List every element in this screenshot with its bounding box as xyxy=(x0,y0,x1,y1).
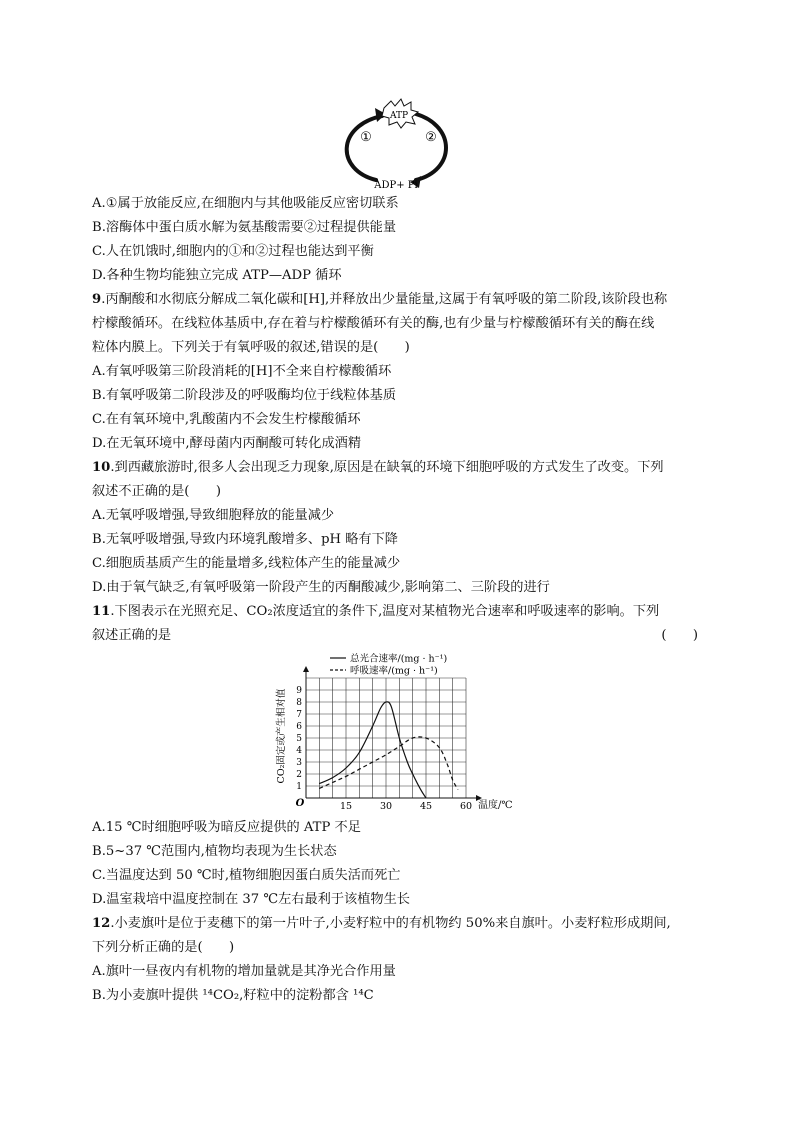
step-2-marker: ② xyxy=(425,130,437,145)
q12-option-a: A.旗叶一昼夜内有机物的增加量就是其净光合作用量 xyxy=(92,964,396,979)
q10-stem-text-1: .到西藏旅游时,很多人会出现乏力现象,原因是在缺氧的环境下细胞呼吸的方式发生了改变。下列 xyxy=(110,460,664,475)
step-1-marker: ① xyxy=(360,130,372,145)
temperature-rate-chart xyxy=(0,648,794,818)
q11-number: 11 xyxy=(92,604,111,619)
q9-number: 9 xyxy=(92,292,102,307)
q8-option-a: A.①属于放能反应,在细胞内与其他吸能反应密切联系 xyxy=(92,196,399,211)
q10-option-c: C.细胞质基质产生的能量增多,线粒体产生的能量减少 xyxy=(92,556,401,571)
q9-stem-line-3: 粒体内膜上。下列关于有氧呼吸的叙述,错误的是( ) xyxy=(92,340,410,355)
series-line-respiration xyxy=(319,737,458,790)
q8-option-d: D.各种生物均能独立完成 ATP—ADP 循环 xyxy=(92,268,342,283)
q12-stem-line-2: 下列分析正确的是( ) xyxy=(92,940,235,955)
q11-option-c: C.当温度达到 50 ℃时,植物细胞因蛋白质失活而死亡 xyxy=(92,868,401,883)
q10-option-d: D.由于氧气缺乏,有氧呼吸第一阶段产生的丙酮酸减少,影响第二、三阶段的进行 xyxy=(92,580,550,595)
q9-option-a: A.有氧呼吸第三阶段消耗的[H]不全来自柠檬酸循环 xyxy=(92,364,392,379)
x-tick-label: 30 xyxy=(379,801,393,812)
x-tick-label: 15 xyxy=(339,801,353,812)
q8-option-c: C.人在饥饿时,细胞内的①和②过程也能达到平衡 xyxy=(92,244,374,259)
q11-stem-line-2: 叙述正确的是 xyxy=(92,628,172,643)
y-tick-label: 8 xyxy=(296,698,302,708)
q11-option-d: D.温室栽培中温度控制在 37 ℃左右最利于该植物生长 xyxy=(92,892,410,907)
atp-cycle-diagram xyxy=(0,0,794,200)
y-axis-arrowhead xyxy=(303,666,309,672)
q12-option-b: B.为小麦旗叶提供 ¹⁴CO₂,籽粒中的淀粉都含 ¹⁴C xyxy=(92,988,374,1003)
x-tick-label: 45 xyxy=(419,801,433,812)
y-tick-label: 3 xyxy=(296,758,302,768)
left-arc-arrow xyxy=(347,116,382,180)
y-tick-label: 7 xyxy=(296,710,302,720)
q10-option-a: A.无氧呼吸增强,导致细胞释放的能量减少 xyxy=(92,508,335,523)
y-tick-label: 6 xyxy=(296,722,302,732)
q10-stem-line-2: 叙述不正确的是( ) xyxy=(92,484,221,499)
y-tick-label: 4 xyxy=(296,746,302,756)
x-tick-label: 60 xyxy=(459,801,473,812)
adp-pi-label: ADP+ Pi xyxy=(374,180,418,191)
q11-answer-bracket: ( ) xyxy=(661,628,698,643)
y-tick-label: 2 xyxy=(296,770,302,780)
q9-stem-line-1 xyxy=(92,290,667,310)
q11-stem-line-1 xyxy=(92,602,659,622)
q9-option-b: B.有氧呼吸第二阶段涉及的呼吸酶均位于线粒体基质 xyxy=(92,388,397,403)
q10-stem-line-1 xyxy=(92,458,664,478)
q9-stem-line-2: 柠檬酸循环。在线粒体基质中,存在着与柠檬酸循环有关的酶,也有少量与柠檬酸循环有关的酶在线 xyxy=(92,316,655,331)
legend-label: 总光合速率/(mg · h⁻¹) xyxy=(350,653,448,665)
y-tick-label: 9 xyxy=(296,686,302,696)
x-axis-label: 温度/℃ xyxy=(478,800,513,811)
y-tick-label: 1 xyxy=(296,782,302,792)
origin-label: O xyxy=(295,798,305,809)
q11-option-b: B.5~37 ℃范围内,植物均表现为生长状态 xyxy=(92,844,337,859)
q12-stem-text-1: .小麦旗叶是位于麦穗下的第一片叶子,小麦籽粒中的有机物约 50%来自旗叶。小麦籽粒形成期间, xyxy=(110,916,671,931)
right-arc-arrow xyxy=(416,114,446,180)
q12-stem-line-1 xyxy=(92,914,671,934)
y-tick-label: 5 xyxy=(296,734,302,744)
q12-number: 12 xyxy=(92,916,111,931)
q10-option-b: B.无氧呼吸增强,导致内环境乳酸增多、pH 略有下降 xyxy=(92,532,398,547)
legend-label: 呼吸速率/(mg · h⁻¹) xyxy=(350,665,438,677)
atp-label: ATP xyxy=(389,111,409,121)
q9-option-d: D.在无氧环境中,酵母菌内丙酮酸可转化成酒精 xyxy=(92,436,362,451)
q10-number: 10 xyxy=(92,460,111,475)
q9-option-c: C.在有氧环境中,乳酸菌内不会发生柠檬酸循环 xyxy=(92,412,361,427)
q9-stem-text-1: .丙酮酸和水彻底分解成二氧化碳和[H],并释放出少量能量,这属于有氧呼吸的第二阶段,该阶段也称 xyxy=(101,292,668,307)
q8-option-b: B.溶酶体中蛋白质水解为氨基酸需要②过程提供能量 xyxy=(92,220,397,235)
q11-stem-text-1: .下图表示在光照充足、CO₂浓度适宜的条件下,温度对某植物光合速率和呼吸速率的影响。下列 xyxy=(110,604,660,619)
q11-option-a: A.15 ℃时细胞呼吸为暗反应提供的 ATP 不足 xyxy=(92,820,361,835)
y-axis-label: CO₂固定或产生相对值 xyxy=(276,688,287,784)
